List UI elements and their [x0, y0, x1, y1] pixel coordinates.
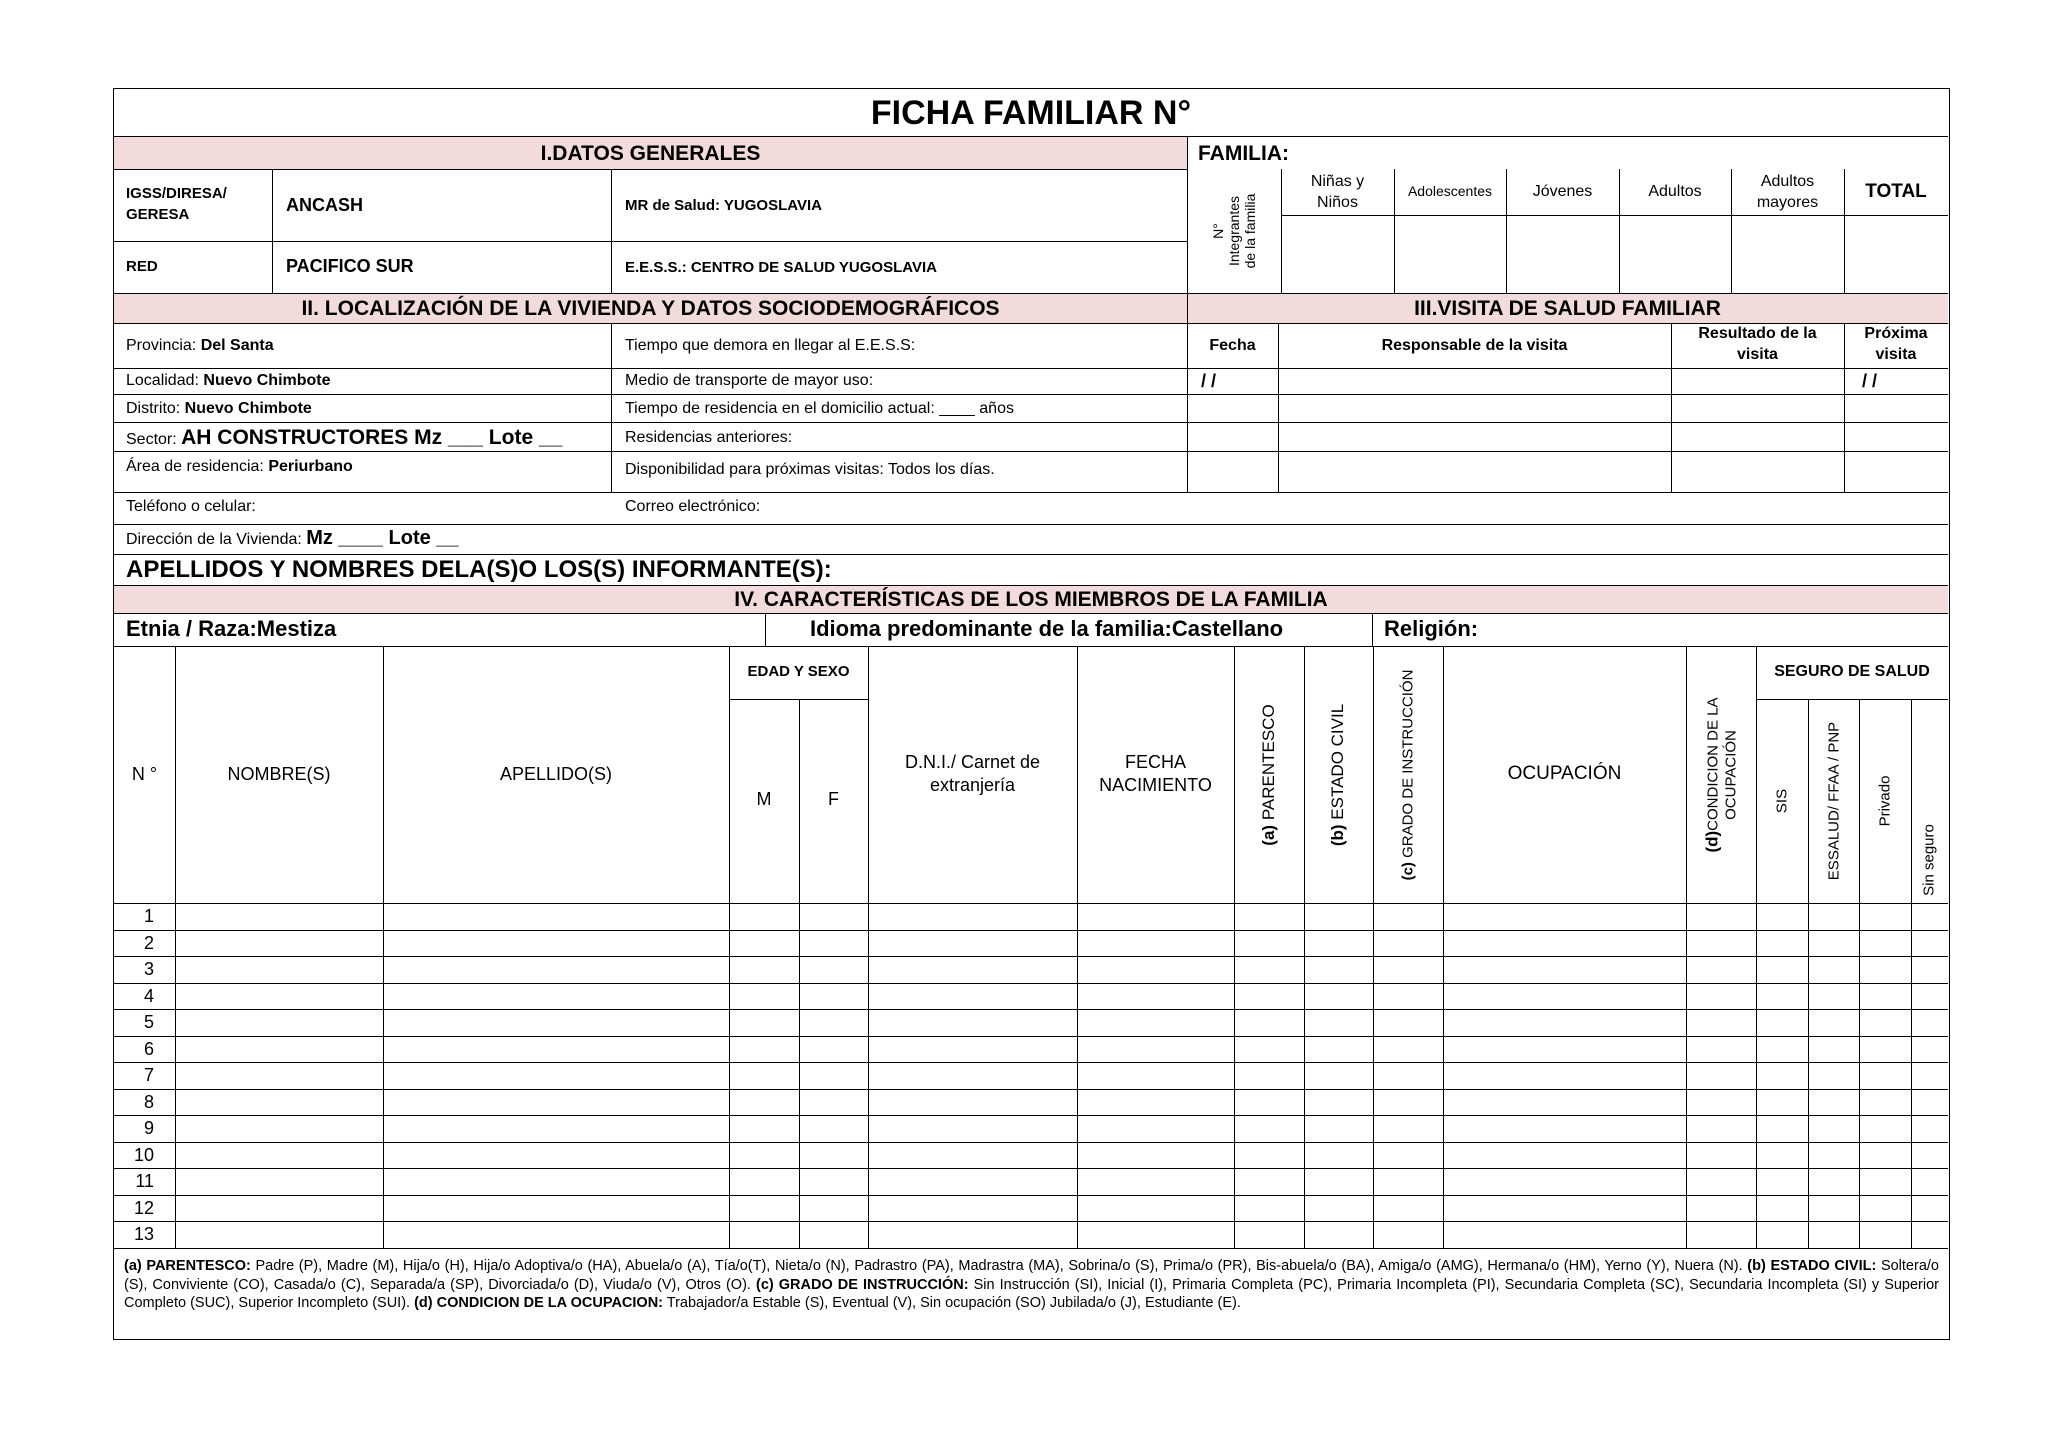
fecha-visita-slot[interactable]: / / [1201, 371, 1217, 391]
rule [272, 169, 273, 293]
rule [114, 903, 1948, 904]
rule [114, 169, 1187, 170]
direccion-field [126, 527, 459, 550]
medio-transporte-label: Medio de transporte de mayor uso: [625, 372, 874, 389]
red-value: PACIFICO SUR [286, 256, 414, 276]
col-sis: SIS [1773, 788, 1791, 814]
form-title: FICHA FAMILIAR N° [870, 94, 1192, 132]
informante-label: APELLIDOS Y NOMBRES DELA(S)O LOS(S) INFORMANTE(S): [126, 556, 832, 583]
rule [729, 646, 730, 1248]
localidad-label: Localidad: [126, 372, 204, 389]
legend-text-b: Soltera/o (S), Conviviente (CO), Casada/o (C), Separada/a (SP), Divorciada/o (D), Viuda/o (V), Otros (O). [124, 1258, 1939, 1293]
rule [114, 956, 1948, 957]
idioma-field: Idioma predominante de la familia:Castellano [810, 616, 1284, 641]
rule [114, 1009, 1948, 1010]
direccion-label: Dirección de la Vivienda: [126, 531, 307, 548]
rule [1281, 215, 1948, 216]
sector-label: Sector: [126, 431, 182, 448]
col-total: TOTAL [1865, 181, 1927, 202]
distrito-value: Nuevo Chimbote [184, 400, 312, 417]
rule [114, 930, 1948, 931]
area-value: Periurbano [268, 458, 353, 475]
col-privado: Privado [1876, 775, 1894, 827]
row-number: 2 [143, 933, 154, 953]
col-resultado: visita [1737, 346, 1778, 363]
eess-name: E.E.S.S.: CENTRO DE SALUD YUGOSLAVIA [625, 259, 937, 276]
rule [114, 394, 1948, 395]
etnia-field: Etnia / Raza:Mestiza [126, 616, 337, 641]
col-nombres: NOMBRE(S) [227, 764, 331, 784]
condicion-key: (d) [1702, 830, 1722, 853]
rule [114, 323, 1948, 324]
localidad-value: Nuevo Chimbote [203, 372, 331, 389]
rule [1443, 646, 1444, 1248]
row-number: 5 [143, 1012, 154, 1032]
section2-header: II. LOCALIZACIÓN DE LA VIVIENDA Y DATOS SOCIODEMOGRÁFICOS [301, 297, 1000, 320]
rule [114, 524, 1948, 525]
rule [765, 613, 766, 646]
legend-key-c: (c) GRADO DE INSTRUCCIÓN: [756, 1276, 969, 1293]
rule [611, 169, 612, 293]
rule [114, 422, 1948, 423]
correo-label: Correo electrónico: [625, 498, 761, 515]
instruccion-key: (c) [1399, 862, 1417, 881]
proxima-visita-slot[interactable]: / / [1862, 371, 1878, 391]
col-essalud: ESSALUD/ FFAA / PNP [1825, 721, 1843, 881]
rule [114, 368, 1948, 369]
rule [114, 492, 1948, 493]
section3-header: III.VISITA DE SALUD FAMILIAR [1414, 297, 1721, 320]
col-resultado: Resultado de la [1698, 325, 1817, 342]
rule [1756, 646, 1757, 1248]
row-number: 11 [135, 1171, 154, 1191]
red-label: RED [126, 258, 158, 275]
tiempo-domicilio-label: Tiempo de residencia en el domicilio actual: ____ años [625, 400, 1014, 417]
row-number: 13 [133, 1224, 154, 1244]
rule [1808, 699, 1809, 1248]
rule [114, 646, 1948, 647]
rule [1372, 613, 1373, 646]
instruccion-label: GRADO DE INSTRUCCIÓN [1399, 669, 1417, 863]
col-dni: extranjería [929, 775, 1016, 795]
col-dni: D.N.I./ Carnet de [904, 752, 1041, 772]
col-fecha-nacimiento: FECHA [1124, 752, 1186, 772]
col-grado-instruccion [1399, 670, 1416, 881]
row-number: 8 [143, 1092, 154, 1112]
condicion-label: CONDICION DE LA [1704, 697, 1722, 831]
provincia-value: Del Santa [200, 337, 274, 354]
rule [114, 293, 1948, 294]
row-number: 7 [143, 1065, 154, 1085]
distrito-label: Distrito: [126, 400, 185, 417]
col-ocupacion: OCUPACIÓN [1507, 763, 1622, 784]
rule [114, 1195, 1948, 1196]
rule [114, 983, 1948, 984]
col-responsable: Responsable de la visita [1381, 337, 1568, 354]
tiempo-eess-label: Tiempo que demora en llegar al E.E.S.S: [625, 337, 916, 354]
row-number: 3 [143, 959, 154, 979]
rule [114, 241, 1187, 242]
col-sexo-f: F [828, 789, 839, 809]
provincia-label: Provincia: [126, 337, 201, 354]
rule [114, 1168, 1948, 1169]
family-record-form [113, 88, 1950, 1340]
rule [1077, 646, 1078, 1248]
rule [1373, 646, 1374, 1248]
col-seguro-salud: SEGURO DE SALUD [1774, 663, 1930, 680]
residencias-label: Residencias anteriores: [625, 429, 793, 446]
localidad-field [126, 372, 331, 390]
rule [114, 585, 1948, 586]
rule [114, 1062, 1948, 1063]
integrantes-line: Integrantes [1225, 195, 1242, 267]
igss-value: ANCASH [286, 195, 364, 215]
area-field [126, 458, 353, 476]
rule [114, 554, 1948, 555]
col-adultos-mayores: Adultos [1760, 173, 1815, 190]
rule [114, 1115, 1948, 1116]
igss-label: IGSS/DIRESA/ [126, 185, 227, 202]
condicion-line: OCUPACIÓN [1722, 730, 1740, 820]
rule [114, 1089, 1948, 1090]
legend-text-c: Sin Instrucción (SI), Inicial (I), Primaria Completa (PC), Primaria Incompleta (PI), Secundaria Completa (SC), Secundaria Incompleta (SI) y Superior Completo (SUC), Superior Incompleto (SUI). [124, 1276, 1939, 1311]
legend-footnote [124, 1257, 1939, 1313]
rule [114, 613, 1948, 614]
rule [114, 1221, 1948, 1222]
igss-label: GERESA [126, 206, 190, 223]
rule [114, 451, 1948, 452]
mr-salud: MR de Salud: YUGOSLAVIA [625, 197, 822, 214]
col-estado-civil [1328, 704, 1348, 846]
integrantes-line: N° [1209, 223, 1226, 239]
col-sin-seguro-clip [1911, 700, 1948, 903]
rule [114, 136, 1948, 137]
col-jovenes: Jóvenes [1532, 183, 1593, 200]
col-sexo-m: M [756, 789, 772, 809]
civil-label: ESTADO CIVIL [1328, 703, 1348, 825]
condicion-line [1703, 697, 1723, 852]
legend-key-b: (b) ESTADO CIVIL: [1747, 1258, 1877, 1274]
rule [1859, 699, 1860, 1248]
section4-header: IV. CARACTERÍSTICAS DE LOS MIEMBROS DE LA FAMILIA [734, 588, 1328, 611]
rule [799, 699, 800, 1248]
legend-key-a: (a) PARENTESCO: [124, 1258, 251, 1274]
col-adultos-mayores: mayores [1756, 194, 1819, 211]
area-label: Área de residencia: [126, 458, 269, 475]
rule [114, 1036, 1948, 1037]
col-apellidos: APELLIDO(S) [499, 764, 613, 784]
rule [383, 646, 384, 1248]
provincia-field [126, 337, 274, 355]
direccion-value: Mz ____ Lote __ [306, 527, 459, 549]
rule [1234, 646, 1235, 1248]
row-number: 4 [143, 986, 154, 1006]
row-number: 1 [143, 906, 154, 926]
integrantes-line: de la familia [1242, 193, 1259, 269]
col-ninos: Niños [1317, 194, 1358, 211]
col-condicion-ocupacion [1703, 697, 1740, 852]
col-adultos: Adultos [1648, 183, 1702, 200]
legend-text-d: Trabajador/a Estable (S), Eventual (V), Sin ocupación (SO) Jubilada/o (J), Estudiante (E). [663, 1295, 1241, 1311]
col-ninos: Niñas y [1310, 173, 1365, 190]
disponibilidad-label: Disponibilidad para próximas visitas: Todos los días. [625, 461, 995, 478]
col-fecha-nacimiento: NACIMIENTO [1099, 775, 1212, 795]
sector-value: AH CONSTRUCTORES Mz ___ Lote __ [181, 426, 563, 449]
religion-field: Religión: [1384, 616, 1479, 641]
parentesco-key: (a) [1259, 824, 1279, 846]
familia-header: FAMILIA: [1198, 142, 1289, 165]
distrito-field [126, 400, 312, 418]
col-sin-seguro: Sin seguro [1920, 824, 1938, 896]
row-number: 6 [143, 1039, 154, 1059]
col-edad-sexo: EDAD Y SEXO [747, 663, 850, 680]
col-parentesco [1259, 704, 1279, 845]
rule [114, 1248, 1948, 1249]
col-proxima: visita [1875, 346, 1917, 363]
row-number: 9 [143, 1118, 154, 1138]
row-number: 12 [133, 1198, 154, 1218]
col-fecha-visita: Fecha [1209, 337, 1256, 354]
rule [1686, 646, 1687, 1248]
telefono-label: Teléfono o celular: [126, 498, 256, 515]
rule [868, 646, 869, 1248]
sector-field [126, 426, 562, 450]
rule [1304, 646, 1305, 1248]
section1-header: I.DATOS GENERALES [540, 142, 761, 165]
col-proxima: Próxima [1864, 325, 1928, 342]
row-number: 10 [133, 1145, 154, 1165]
rule [611, 323, 612, 493]
legend-key-d: (d) CONDICION DE LA OCUPACION: [414, 1295, 663, 1311]
col-numero: N ° [131, 764, 158, 784]
parentesco-label: PARENTESCO [1259, 704, 1279, 825]
rule [175, 646, 176, 1248]
civil-key: (b) [1328, 824, 1348, 847]
col-adolescentes: Adolescentes [1407, 183, 1493, 199]
rule [114, 1142, 1948, 1143]
integrantes-label [1210, 194, 1258, 269]
legend-text-a: Padre (P), Madre (M), Hija/o (H), Hija/o Adoptiva/o (HA), Abuela/o (A), Tía/o(T), Nieta/o (N), Padrastro (PA), Madrastra (MA), Sobrina/o (S), Prima/o (PR), Bis-abuela/o (BA), Amiga/o (AMG), Hermana/o (HM), Yerno (Y), Nuera (N). [250, 1258, 1748, 1274]
